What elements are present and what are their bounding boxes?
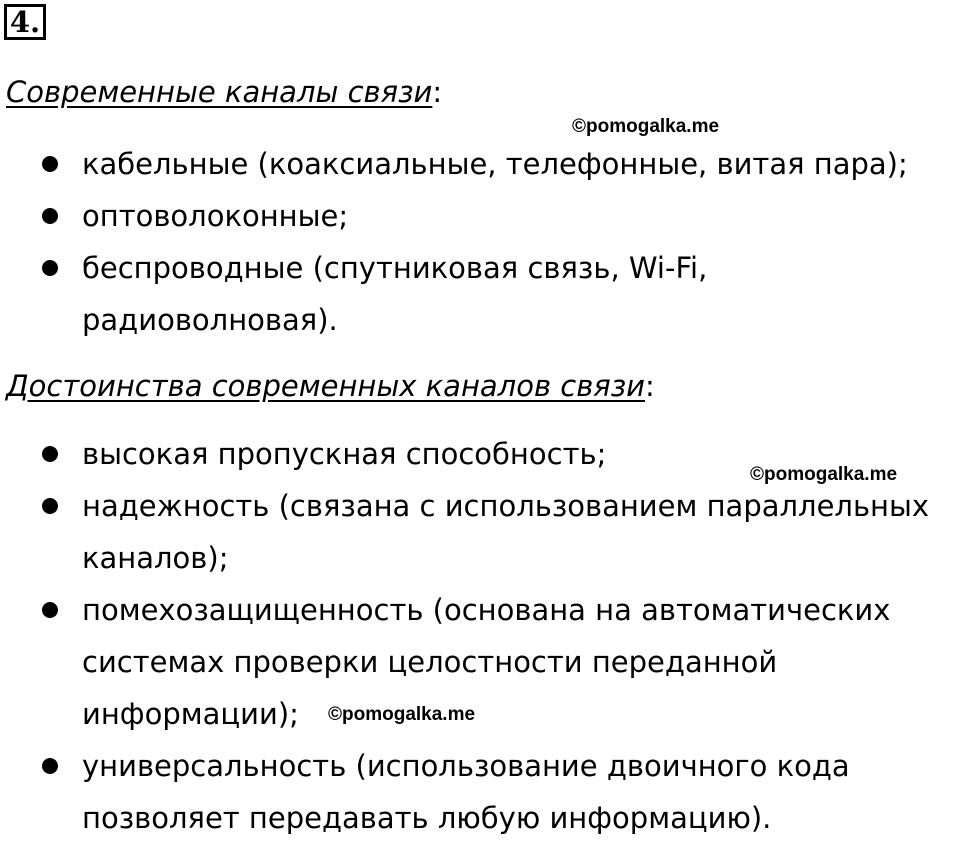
list-item bbox=[0, 740, 929, 844]
bullet-icon bbox=[42, 208, 58, 224]
bullet-icon bbox=[42, 758, 58, 774]
list-item-line: помехозащищенность (основана на автоматических bbox=[82, 593, 891, 627]
watermark-text: ©pomogalka.me bbox=[750, 464, 898, 485]
list-item bbox=[0, 242, 908, 346]
watermark-text: ©pomogalka.me bbox=[572, 116, 720, 137]
channels-list bbox=[0, 138, 908, 346]
list-item bbox=[0, 190, 908, 242]
list-item-line: системах проверки целостности переданной bbox=[82, 645, 778, 679]
bullet-icon bbox=[42, 260, 58, 276]
section-title-channels-text: Современные каналы связи bbox=[6, 75, 433, 109]
task-number: 4. bbox=[4, 4, 46, 40]
list-item bbox=[0, 138, 908, 190]
bullet-icon bbox=[42, 156, 58, 172]
bullet-icon bbox=[42, 498, 58, 514]
bullet-icon bbox=[42, 446, 58, 462]
list-item-line: кабельные (коаксиальные, телефонные, витая пара); bbox=[82, 147, 908, 181]
section-title-advantages-text: Достоинства современных каналов связи bbox=[6, 369, 646, 403]
section-title-colon: : bbox=[432, 75, 443, 109]
list-item-line: радиоволновая). bbox=[82, 303, 338, 337]
advantages-list bbox=[0, 428, 929, 844]
list-item-line: беспроводные (спутниковая связь, Wi-Fi, bbox=[82, 251, 708, 285]
list-item-line: позволяет передавать любую информацию). bbox=[82, 801, 772, 835]
list-item-line: надежность (связана с использованием параллельных bbox=[82, 489, 930, 523]
section-title-advantages bbox=[6, 366, 655, 406]
section-title-colon: : bbox=[645, 369, 655, 403]
list-item-line: универсальность (использование двоичного кода bbox=[82, 749, 850, 783]
section-title-channels bbox=[6, 72, 442, 112]
bullet-icon bbox=[42, 602, 58, 618]
list-item bbox=[0, 480, 929, 584]
watermark-text: ©pomogalka.me bbox=[328, 704, 476, 725]
list-item-line: оптоволоконные; bbox=[82, 199, 349, 233]
list-item-line: каналов); bbox=[82, 541, 229, 575]
list-item-line: информации); bbox=[82, 697, 299, 731]
list-item-line: высокая пропускная способность; bbox=[82, 437, 607, 471]
